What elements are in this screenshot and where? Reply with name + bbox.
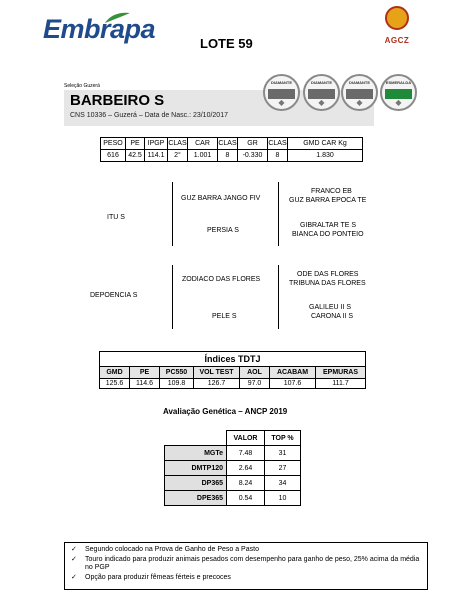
dam-dam-sire-name: GALILEU II S <box>309 304 352 311</box>
table-header-cell: GMD CAR Kg <box>288 138 363 150</box>
table-cell: -0.330 <box>238 150 268 162</box>
table-header-cell: GMD <box>100 367 130 379</box>
table-cell: 7.48 <box>227 446 265 461</box>
table-cell: 34 <box>265 476 301 491</box>
agcz-logo-text: AGCZ <box>384 36 410 45</box>
performance-table <box>100 137 363 162</box>
pedigree-divider <box>172 182 173 246</box>
pedigree-divider <box>278 182 279 246</box>
agcz-logo <box>374 6 420 50</box>
sire-dam-name: PERSIA S <box>207 227 239 234</box>
embrapa-logo <box>43 12 156 46</box>
table-header-cell: ACABAM <box>270 367 316 379</box>
table-header-cell: PE <box>126 138 145 150</box>
table-header-cell: CLAS <box>268 138 288 150</box>
table-cell: 111.7 <box>316 379 366 389</box>
row-label: DMTP120 <box>165 461 227 476</box>
table-row <box>100 379 366 389</box>
table-row <box>165 491 301 506</box>
table-title-row <box>100 352 366 367</box>
row-label: DP365 <box>165 476 227 491</box>
table-header-cell: GR <box>238 138 268 150</box>
table-header-cell: VALOR <box>227 431 265 446</box>
dam-sire-name: ZODIACO DAS FLORES <box>182 276 261 283</box>
diamond-seal-icon: DIAMANTE ◆ <box>341 74 378 111</box>
notes-box <box>64 542 428 590</box>
table-header-row <box>165 431 301 446</box>
checkmark-icon: ✓ <box>71 546 77 553</box>
table-cell: 31 <box>265 446 301 461</box>
table-cell: 42.5 <box>126 150 145 162</box>
table-header-cell: VOL TEST <box>194 367 240 379</box>
table-cell: 616 <box>101 150 126 162</box>
table-cell: 114.6 <box>130 379 160 389</box>
table-header-row <box>100 367 366 379</box>
table-header-cell: IPGP <box>145 138 168 150</box>
emerald-seal-icon: ESMERALDA ◆ <box>380 74 417 111</box>
sire-sire-dam-name: GUZ BARRA EPOCA TE <box>289 197 367 204</box>
sire-dam-sire-name: GIBRALTAR TE S <box>300 222 357 229</box>
dam-sire-dam-name: TRIBUNA DAS FLORES <box>289 280 366 287</box>
table-header-cell: CAR <box>188 138 218 150</box>
list-item <box>71 574 421 583</box>
note-text: Segundo colocado na Prova de Ganho de Peso a Pasto <box>85 546 259 553</box>
animal-name: BARBEIRO S <box>70 92 165 109</box>
note-text: Touro indicado para produzir animais pesados com desempenho para ganho de peso, 25% acima da média no PGP <box>85 555 420 571</box>
pedigree-divider <box>278 265 279 329</box>
table-cell: 10 <box>265 491 301 506</box>
diamond-seal-icon: DIAMANTE ◆ <box>303 74 340 111</box>
sire-sire-name: GUZ BARRA JANGO FIV <box>181 195 261 202</box>
animal-info: CNS 10336 – Guzerá – Data de Nasc.: 23/10/2017 <box>70 112 228 119</box>
table-row <box>165 461 301 476</box>
table-cell: 114.1 <box>145 150 168 162</box>
table-cell: 126.7 <box>194 379 240 389</box>
diamond-seal-icon: DIAMANTE ◆ <box>263 74 300 111</box>
table-cell: 8 <box>218 150 238 162</box>
ancp-title: Avaliação Genética – ANCP 2019 <box>163 407 288 416</box>
table-cell: 2° <box>168 150 188 162</box>
table-header-cell: AOL <box>240 367 270 379</box>
table-row <box>165 476 301 491</box>
checkmark-icon: ✓ <box>71 555 77 563</box>
table-header-cell: CLAS <box>168 138 188 150</box>
tdtj-title: Índices TDTJ <box>100 352 366 367</box>
table-cell: 97.0 <box>240 379 270 389</box>
table-cell: 1.001 <box>188 150 218 162</box>
list-item <box>71 556 421 573</box>
lote-number: LOTE 59 <box>200 36 253 51</box>
section-label: Seleção Guzerá <box>64 83 100 89</box>
table-header-row <box>101 138 363 150</box>
table-cell: 109.8 <box>160 379 194 389</box>
sire-sire-sire-name: FRANCO EB <box>311 188 352 195</box>
table-cell: 27 <box>265 461 301 476</box>
sire-name: ITU S <box>107 214 125 221</box>
table-row <box>165 446 301 461</box>
table-cell: 107.6 <box>270 379 316 389</box>
table-header-cell: TOP % <box>265 431 301 446</box>
tdtj-table <box>99 351 366 389</box>
table-header-cell: PE <box>130 367 160 379</box>
list-item <box>71 546 421 555</box>
table-header-cell: CLAS <box>218 138 238 150</box>
table-cell: 1.830 <box>288 150 363 162</box>
table-cell: 2.64 <box>227 461 265 476</box>
pedigree-divider <box>172 265 173 329</box>
embrapa-logo-text: Embrapa <box>43 14 156 44</box>
table-cell: 0.54 <box>227 491 265 506</box>
table-row <box>101 150 363 162</box>
row-label: MGTe <box>165 446 227 461</box>
dam-name: DEPOENCIA S <box>90 292 138 299</box>
dam-dam-name: PELE S <box>212 313 237 320</box>
dam-sire-sire-name: ODE DAS FLORES <box>297 271 359 278</box>
table-header-cell: EPMURAS <box>316 367 366 379</box>
table-corner-cell <box>165 431 227 446</box>
table-cell: 8.24 <box>227 476 265 491</box>
table-cell: 8 <box>268 150 288 162</box>
table-header-cell: PC550 <box>160 367 194 379</box>
sire-dam-dam-name: BIANCA DO PONTEIO <box>292 231 364 238</box>
table-header-cell: PESO <box>101 138 126 150</box>
dam-dam-dam-name: CARONA II S <box>311 313 354 320</box>
table-cell: 125.6 <box>100 379 130 389</box>
agcz-emblem-icon <box>385 6 409 30</box>
ancp-table <box>164 430 301 506</box>
row-label: DPE365 <box>165 491 227 506</box>
checkmark-icon: ✓ <box>71 573 77 581</box>
note-text: Opção para produzir fêmeas férteis e precoces <box>85 573 231 581</box>
